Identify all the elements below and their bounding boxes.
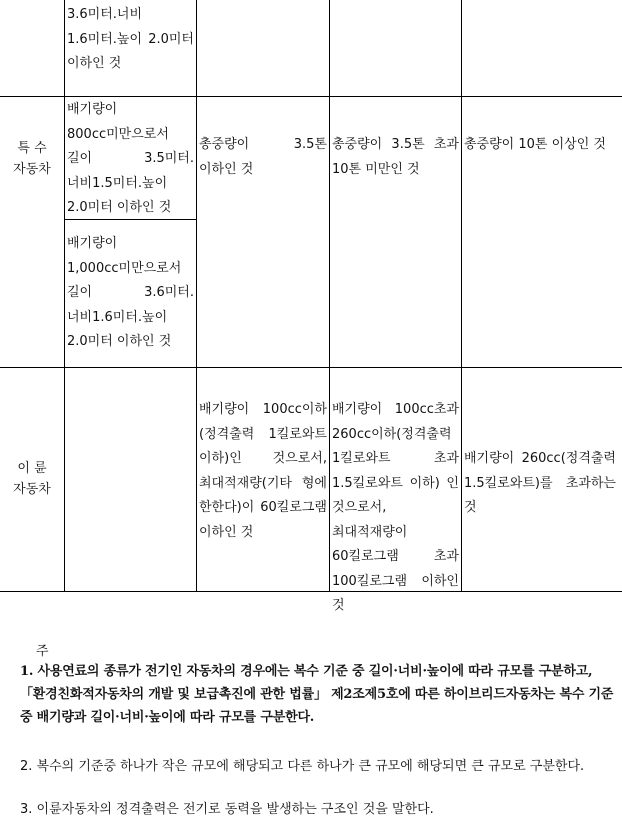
notes-heading: 주 xyxy=(36,644,49,659)
note-item-1: 1. 사용연료의 종류가 전기인 자동차의 경우에는 복수 기준 중 길이·너비·높이에 따라 규모를 구분하고, 「환경친화적자동차의 개발 및 보급촉진에 관한 법률」 제2조제5호에 따른 하이브리드자동차는 복수 기준 중 배기량과 길이·너비·높이에 따라 규모를 구분한다. xyxy=(20,664,614,725)
cell-lightcar-col2: 3.6미터.너비 1.6미터.높이 2.0미터 이하인 것 xyxy=(67,7,194,71)
column-divider xyxy=(64,0,65,592)
row-divider xyxy=(0,367,622,368)
cell-special-col3: 총중량이 3.5톤 이하인 것 xyxy=(199,137,327,177)
column-divider xyxy=(461,0,462,592)
table-bottom-border xyxy=(0,591,622,592)
cell-special-col2-b: 배기량이 1,000cc미만으로서 길이 3.6미터.너비1.6미터.높이 2.0미터 이하인 것 xyxy=(67,236,194,349)
cell-special-col2-a: 배기량이 800cc미만으로서 길이 3.5미터.너비1.5미터.높이 2.0미터 이하인 것 xyxy=(67,102,194,215)
row-divider xyxy=(0,96,622,97)
column-divider xyxy=(196,0,197,592)
cell-twowheel-col3: 배기량이 100cc이하(정격출력 1킬로와트 이하)인 것으로서, 최대적재량(기타 형에 한한다)이 60킬로그램 이하인 것 xyxy=(199,402,327,540)
cell-twowheel-col5: 배기량이 260cc(정격출력 1.5킬로와트)를 초과하는 것 xyxy=(464,451,616,515)
column-divider xyxy=(329,0,330,592)
cell-special-col4: 총중량이 3.5톤 초과 10톤 미만인 것 xyxy=(332,137,459,177)
cell-twowheel-col4: 배기량이 100cc초과 260cc이하(정격출력 1킬로와트 초과 1.5킬로와트 이하) 인 것으로서, 최대적재량이 60킬로그램 초과 100킬로그램 이하인 것 xyxy=(332,402,459,613)
cell-special-col5: 총중량이 10톤 이상인 것 xyxy=(464,137,606,152)
note-item-2: 2. 복수의 기준중 하나가 작은 규모에 해당되고 다른 하나가 큰 규모에 해당되면 큰 규모로 구분한다. xyxy=(20,759,585,774)
note-item-3: 3. 이륜자동차의 정격출력은 전기로 동력을 발생하는 구조인 것을 말한다. xyxy=(20,802,434,817)
category-two-wheel-vehicle: 이 륜 자동차 xyxy=(13,461,51,497)
category-special-vehicle: 특 수 자동차 xyxy=(13,141,51,177)
